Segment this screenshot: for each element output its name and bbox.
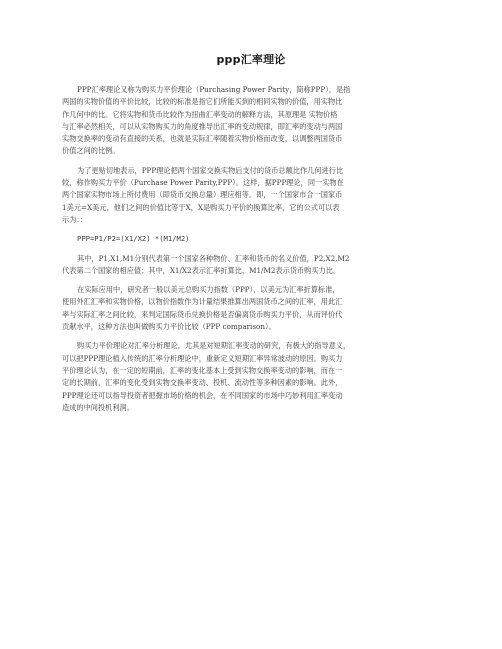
text-line: 其中，P1,X1,M1分别代表第一个国家各种物价、汇率和货币的名义价值，P2,X2,M2 (77, 253, 350, 263)
text-line: 购买力平价理论对汇率分析理论，尤其是对短期汇率变动的研究，有极大的指导意义， (77, 341, 351, 351)
text-line: 两个国家实物市场上所付费用（即货币交换总量）理应相等。即，一个国家市合一国家币 (62, 190, 343, 200)
paragraph (62, 253, 444, 278)
text-line: 实物交换率的变动有直接的关系，也就是实际汇率随着实物价格而改变，以调整两国货币 (62, 134, 343, 144)
formula-paragraph (62, 233, 444, 245)
text-line: 平价理论认为，在一定的短期前，汇率的变化基本上受到实物交换率变动的影响，而在一 (62, 365, 343, 375)
paragraph (62, 84, 444, 158)
text-line: 较，称作购买力平价（Purchase Power Parity,PPP）。这样，据PPP理论，同一实物在 (62, 178, 344, 188)
text-line: 使用外汇汇率和实物价格，以物价指数作为计量结果推算出两国货币之间的汇率，用此汇 (62, 297, 343, 307)
paragraph (62, 284, 444, 333)
text-line: 可以把PPP理论植入传统的汇率分析理论中，重新定义短期汇率异常波动的原因。购买力 (62, 353, 343, 363)
document-title: ppp汇率理论 (216, 53, 286, 66)
text-line: 与汇率必然相关，可以从实物购买力的角度推导出汇率的变动规律，即汇率的变动与两国 (62, 121, 343, 131)
text-line: 为了更贴切地表示，PPP理论把两个国家交换实物后支付的货币总额比作几何进行比 (77, 165, 344, 175)
text-line: 定的长期前，汇率的变化受到实物交换率变动、投机、流动性等多种因素的影响。此外， (62, 378, 343, 388)
paragraph (62, 165, 444, 226)
text-line: PPP汇率理论又称为购买力平价理论（Purchasing Power Parity，简称PPP），是指 (77, 85, 351, 94)
document-body (62, 84, 444, 421)
text-line: PPP理论还可以指导投资者把握市场价格的机会，在不同国家的市场中巧妙利用汇率变动 (62, 390, 343, 400)
text-line: 贡献水平，这种方法也叫做购买力平价比较（PPP comparison）。 (62, 322, 276, 332)
text-line: 示为：： (62, 214, 88, 224)
paragraph (62, 340, 444, 414)
text-line: 代表第二个国家的相应值；其中，X1/X2表示汇率折算比，M1/M2表示货币购买力比。 (62, 265, 341, 275)
text-line: 价值之间的比例。 (62, 146, 120, 156)
text-line: 造成的中间投机利润。 (62, 402, 134, 412)
text-line: 两国的实物价值的平价比较，比较的标准是指它们所能买到的相同实物的价值，用实物比 (62, 97, 343, 107)
text-line: 在实际应用中，研究者一般以美元总购买力指数（PPP），以美元为汇率折算标准， (77, 285, 340, 295)
text-line: 率与实际汇率之间比较，来判定国际货币兑换价格是否偏离货币购买力平价，从而评价代 (62, 309, 343, 319)
formula-line: PPP=P1/P2=(X1/X2) *(M1/M2) (77, 234, 190, 244)
text-line: 1美元=X美元，他们之间的价值比等于X，X是购买力平价的换算比率，它的公式可以表 (62, 202, 340, 212)
text-line: 作几何中的比。它将实物和货币比较作为扭曲汇率变动的解释方法，其原理是 实物价格 (62, 109, 338, 119)
